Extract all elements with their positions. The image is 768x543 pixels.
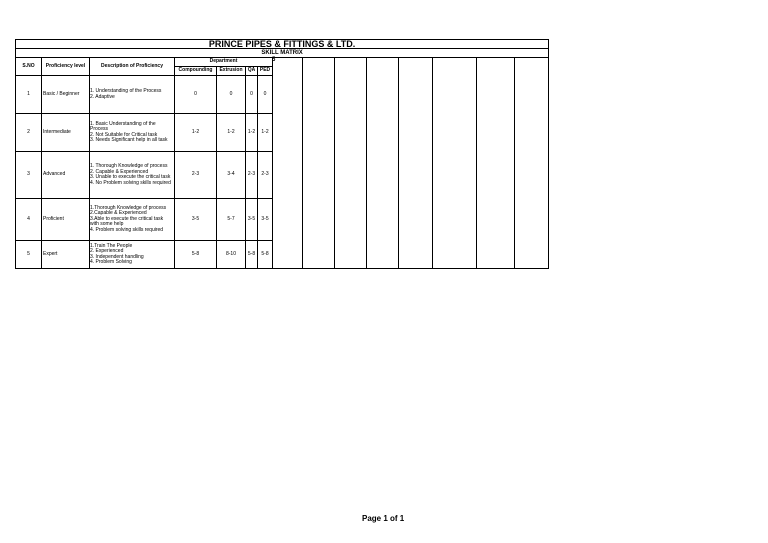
header-proficiency-level: Proficiency level bbox=[42, 58, 90, 76]
extra-column-1 bbox=[273, 58, 303, 269]
header-ped: PED bbox=[258, 67, 273, 76]
row-description bbox=[90, 199, 175, 241]
row-level: Proficient bbox=[42, 199, 90, 241]
extra-column-5 bbox=[399, 58, 433, 269]
header-description: Description of Proficiency bbox=[90, 58, 175, 76]
department-label: Department bbox=[209, 58, 238, 65]
row-level: Intermediate bbox=[42, 114, 90, 152]
value-qa: 5-8 bbox=[246, 241, 258, 269]
row-level: Expert bbox=[42, 241, 90, 269]
value-compounding: 1-2 bbox=[175, 114, 217, 152]
value-ped: 2-3 bbox=[258, 152, 273, 199]
value-qa: 0 bbox=[246, 76, 258, 114]
page-footer: Page 1 of 1 bbox=[362, 514, 405, 523]
value-qa: 3-5 bbox=[246, 199, 258, 241]
value-compounding: 5-8 bbox=[175, 241, 217, 269]
row-description bbox=[90, 114, 175, 152]
extra-column-4 bbox=[367, 58, 399, 269]
skill-matrix-table bbox=[15, 39, 549, 269]
description-line: 1.Thorough Knowledge of process bbox=[90, 204, 167, 211]
value-compounding: 2-3 bbox=[175, 152, 217, 199]
value-ped: 5-8 bbox=[258, 241, 273, 269]
row-sno: 2 bbox=[16, 114, 42, 152]
description-line: 3. Unable to execute the critical task bbox=[90, 174, 171, 180]
value-ped: 1-2 bbox=[258, 114, 273, 152]
row-sno: 4 bbox=[16, 199, 42, 241]
description-line: 1. Thorough Knowledge of process bbox=[90, 163, 168, 169]
value-extrusion: 3-4 bbox=[217, 152, 246, 199]
description-line: 3.Able to execute the critical task bbox=[90, 215, 164, 222]
column-mark: 5 bbox=[272, 57, 276, 63]
description-line: 2. Not Suitable for Critical task bbox=[90, 131, 158, 138]
extra-column-3 bbox=[335, 58, 367, 269]
description-line: 1. Understanding of the Process bbox=[90, 88, 162, 94]
description-line: Process bbox=[90, 126, 109, 132]
value-qa: 1-2 bbox=[246, 114, 258, 152]
row-description bbox=[90, 76, 175, 114]
row-sno: 5 bbox=[16, 241, 42, 269]
description-line: 2.Capable & Experienced bbox=[90, 210, 147, 217]
extra-column-2 bbox=[303, 58, 335, 269]
value-extrusion: 5-7 bbox=[217, 199, 246, 241]
value-compounding: 0 bbox=[175, 76, 217, 114]
header-compounding: Compounding bbox=[175, 67, 217, 76]
description-line: 1. Basic Understanding of the bbox=[90, 120, 156, 127]
value-ped: 0 bbox=[258, 76, 273, 114]
description-line: 4. No Problem solving skills required bbox=[90, 179, 171, 186]
value-ped: 3-5 bbox=[258, 199, 273, 241]
header-sno: S.NO bbox=[16, 58, 42, 76]
description-line: with some help bbox=[90, 221, 124, 228]
description-line: 2. Experienced bbox=[90, 248, 124, 254]
matrix-subtitle: SKILL MATRIX bbox=[16, 49, 549, 58]
row-description bbox=[90, 152, 175, 199]
value-qa: 2-3 bbox=[246, 152, 258, 199]
description-line: 2. Capable & Experienced bbox=[90, 168, 149, 175]
company-title: PRINCE PIPES & FITTINGS & LTD. bbox=[16, 40, 549, 49]
row-sno: 3 bbox=[16, 152, 42, 199]
header-extrusion: Extrusion bbox=[217, 67, 246, 76]
description-line: 4. Problem Solving bbox=[90, 259, 132, 265]
header-department bbox=[175, 57, 276, 67]
value-extrusion: 1-2 bbox=[217, 114, 246, 152]
description-line: 4. Problem solving skills required bbox=[90, 226, 164, 233]
extra-column-6 bbox=[433, 58, 477, 269]
value-compounding: 3-5 bbox=[175, 199, 217, 241]
row-level: Advanced bbox=[42, 152, 90, 199]
header-qa: QA bbox=[246, 67, 258, 76]
value-extrusion: 0 bbox=[217, 76, 246, 114]
row-sno: 1 bbox=[16, 76, 42, 114]
value-extrusion: 8-10 bbox=[217, 241, 246, 269]
description-line: 1.Train The People bbox=[90, 242, 133, 249]
description-line: 3. Independent handling bbox=[90, 253, 144, 260]
extra-column-8 bbox=[515, 58, 549, 269]
description-line: 2. Adaptive bbox=[90, 93, 115, 100]
description-line: 3. Needs Significant help in all task bbox=[90, 137, 168, 143]
row-level: Basic / Beginner bbox=[42, 76, 90, 114]
row-description bbox=[90, 241, 175, 269]
extra-column-7 bbox=[477, 58, 515, 269]
